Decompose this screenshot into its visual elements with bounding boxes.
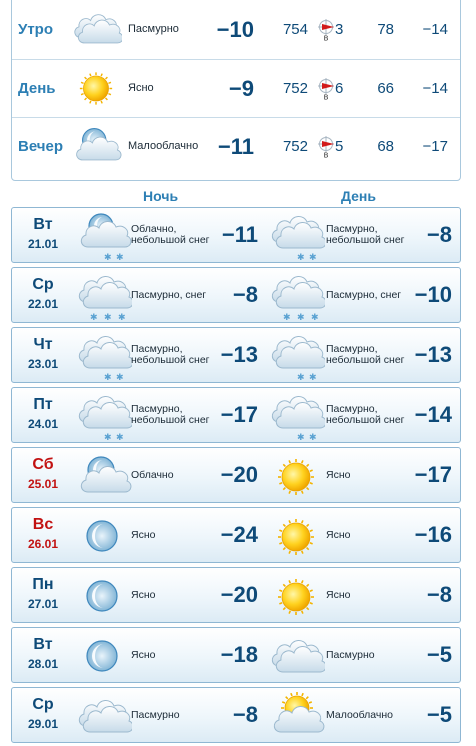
day-temperature: −16 [414, 522, 452, 547]
svg-text:✱: ✱ [309, 373, 317, 382]
overcast-snow-icon [267, 392, 325, 442]
day-condition: Ясно [326, 588, 351, 601]
part-temperature: −10 [216, 17, 254, 42]
svg-text:✱: ✱ [309, 433, 317, 442]
overcast-cloud-icon [267, 632, 325, 682]
day-of-week: Ср [32, 696, 54, 713]
night-temperature: −18 [220, 642, 258, 667]
night-condition: Ясно [131, 648, 156, 661]
day-row [11, 327, 461, 383]
day-condition: Пасмурно, небольшой снег [326, 343, 405, 366]
overcast-cloud-icon [74, 692, 132, 742]
part-row-evening [12, 117, 460, 175]
svg-text:✱: ✱ [116, 373, 124, 382]
day-row [11, 387, 461, 443]
svg-text:В: В [323, 93, 329, 100]
day-row [11, 687, 461, 743]
day-date: 29.01 [27, 717, 59, 731]
part-feels-like: −14 [422, 21, 448, 38]
day-temperature: −14 [414, 402, 452, 427]
part-pressure: 752 [282, 138, 308, 155]
day-temperature: −17 [414, 462, 452, 487]
night-temperature: −20 [220, 582, 258, 607]
part-humidity: 78 [377, 21, 394, 38]
moon-icon [74, 572, 132, 622]
day-condition: Пасмурно, снег [326, 288, 402, 301]
moon-icon [74, 632, 132, 682]
night-condition: Пасмурно, небольшой снег [131, 403, 210, 426]
day-temperature: −10 [414, 282, 452, 307]
svg-text:✱: ✱ [297, 373, 305, 382]
part-label: День [18, 80, 56, 97]
day-column-header: День [341, 188, 376, 204]
svg-text:✱: ✱ [116, 433, 124, 442]
sun-icon [267, 512, 325, 562]
night-column-header: Ночь [143, 188, 179, 204]
day-condition: Пасмурно [326, 648, 375, 661]
day-date: 28.01 [27, 657, 59, 671]
day-condition: Малооблачно [326, 708, 394, 721]
moon-cloud-icon [74, 452, 132, 502]
night-temperature: −17 [220, 402, 258, 427]
svg-text:✱: ✱ [104, 373, 112, 382]
part-label: Утро [18, 21, 54, 38]
night-condition: Ясно [131, 588, 156, 601]
part-condition: Ясно [128, 82, 154, 94]
day-date: 23.01 [27, 357, 59, 371]
night-condition: Ясно [131, 528, 156, 541]
sun-cloud-icon [267, 692, 325, 742]
part-wind-speed: 5 [335, 138, 344, 155]
overcast-heavy-snow-icon [267, 272, 325, 322]
part-wind-speed: 3 [335, 21, 344, 38]
overcast-snow-icon [74, 392, 132, 442]
day-row [11, 267, 461, 323]
night-condition: Пасмурно, снег [131, 288, 207, 301]
day-of-week: Вт [33, 636, 53, 653]
night-temperature: −8 [232, 282, 258, 307]
overcast-snow-icon [267, 212, 325, 262]
part-label: Вечер [18, 138, 64, 155]
day-of-week: Ср [32, 276, 54, 293]
overcast-heavy-snow-icon [74, 272, 132, 322]
day-of-week: Пт [33, 396, 53, 413]
moon-cloud-snow-icon [74, 212, 132, 262]
day-condition: Ясно [326, 468, 351, 481]
moon-icon [74, 512, 132, 562]
day-date: 24.01 [27, 417, 59, 431]
sun-icon [267, 452, 325, 502]
part-condition: Малооблачно [128, 140, 199, 152]
part-row-morning [12, 1, 460, 58]
day-of-week: Вт [33, 216, 53, 233]
wind-compass-icon [316, 19, 336, 41]
day-date: 27.01 [27, 597, 59, 611]
day-temperature: −5 [426, 642, 452, 667]
day-date: 22.01 [27, 297, 59, 311]
night-condition: Облачно, небольшой снег [131, 223, 210, 246]
day-of-week: Чт [33, 336, 53, 353]
svg-text:✱: ✱ [104, 253, 112, 262]
part-pressure: 754 [282, 21, 308, 38]
today-parts-panel [11, 0, 461, 181]
part-pressure: 752 [282, 80, 308, 97]
svg-text:✱: ✱ [297, 253, 305, 262]
part-temperature: −9 [228, 76, 254, 101]
day-condition: Пасмурно, небольшой снег [326, 223, 405, 246]
day-row [11, 627, 461, 683]
night-condition: Облачно [131, 468, 174, 481]
night-temperature: −13 [220, 342, 258, 367]
wind-compass-icon [316, 78, 336, 100]
night-condition: Пасмурно [131, 708, 180, 721]
day-row [11, 207, 461, 263]
day-row [11, 567, 461, 623]
sun-icon [70, 66, 122, 110]
part-condition: Пасмурно [128, 23, 179, 35]
overcast-snow-icon [267, 332, 325, 382]
night-condition: Пасмурно, небольшой снег [131, 343, 210, 366]
day-row [11, 447, 461, 503]
part-wind-speed: 6 [335, 80, 344, 97]
wind-compass-icon [316, 136, 336, 158]
part-feels-like: −17 [422, 138, 448, 155]
day-of-week: Пн [32, 576, 54, 593]
part-feels-like: −14 [422, 80, 448, 97]
day-of-week: Вс [32, 516, 54, 533]
svg-text:✱: ✱ [297, 313, 305, 322]
part-temperature: −11 [217, 134, 254, 159]
svg-text:✱: ✱ [297, 433, 305, 442]
sun-icon [267, 572, 325, 622]
day-date: 21.01 [27, 237, 59, 251]
svg-text:В: В [323, 34, 329, 41]
day-condition: Пасмурно, небольшой снег [326, 403, 405, 426]
svg-text:✱: ✱ [311, 313, 319, 322]
svg-text:✱: ✱ [309, 253, 317, 262]
day-temperature: −5 [426, 702, 452, 727]
overcast-snow-icon [74, 332, 132, 382]
part-humidity: 66 [377, 80, 394, 97]
day-condition: Ясно [326, 528, 351, 541]
night-temperature: −20 [220, 462, 258, 487]
svg-text:В: В [323, 151, 329, 158]
day-date: 26.01 [27, 537, 59, 551]
night-temperature: −11 [221, 222, 258, 247]
day-temperature: −8 [426, 222, 452, 247]
svg-text:✱: ✱ [104, 313, 112, 322]
day-date: 25.01 [27, 477, 59, 491]
part-row-day [12, 59, 460, 117]
svg-text:✱: ✱ [116, 253, 124, 262]
day-of-week: Сб [32, 456, 54, 473]
svg-text:✱: ✱ [283, 313, 291, 322]
svg-text:✱: ✱ [104, 433, 112, 442]
moon-cloud-icon [70, 124, 122, 168]
day-temperature: −13 [414, 342, 452, 367]
day-row [11, 507, 461, 563]
svg-text:✱: ✱ [90, 313, 98, 322]
day-temperature: −8 [426, 582, 452, 607]
part-humidity: 68 [377, 138, 394, 155]
night-temperature: −24 [220, 522, 258, 547]
night-temperature: −8 [232, 702, 258, 727]
svg-text:✱: ✱ [118, 313, 126, 322]
overcast-cloud-icon [70, 7, 122, 51]
